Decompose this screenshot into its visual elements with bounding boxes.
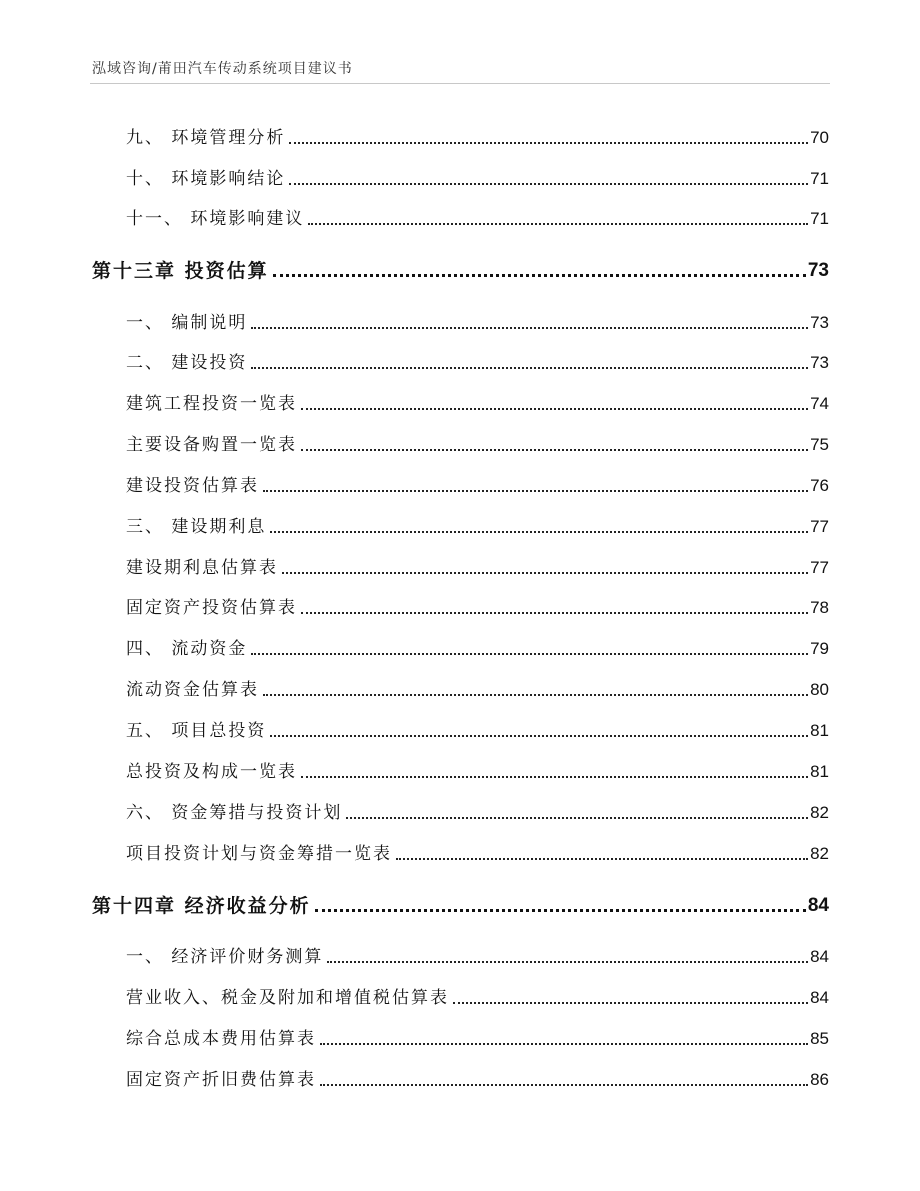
toc-page-number: 84 xyxy=(810,947,829,966)
toc-page-number: 75 xyxy=(810,435,829,454)
toc-entry-title: 三、 建设期利息 xyxy=(126,517,267,537)
toc-entry-title: 总投资及构成一览表 xyxy=(126,762,297,782)
toc-page-number: 78 xyxy=(810,598,829,617)
toc-page-number: 76 xyxy=(810,476,829,495)
toc-dot-leader xyxy=(263,490,808,492)
toc-page-number: 77 xyxy=(810,558,829,577)
toc-dot-leader xyxy=(320,1043,808,1045)
toc-page-number: 82 xyxy=(810,844,829,863)
toc-entry[interactable] xyxy=(126,634,829,660)
toc-entry-title: 一、 编制说明 xyxy=(126,313,248,333)
toc-entry[interactable] xyxy=(126,839,829,865)
toc-entry[interactable] xyxy=(126,348,829,374)
toc-page-number: 71 xyxy=(810,169,829,188)
toc-page-number: 70 xyxy=(810,128,829,147)
toc-entry[interactable] xyxy=(126,675,829,701)
toc-entry-title: 建设期利息估算表 xyxy=(126,558,278,578)
toc-page-number: 74 xyxy=(810,394,829,413)
toc-dot-leader xyxy=(251,653,808,655)
toc-entry-title: 综合总成本费用估算表 xyxy=(126,1029,316,1049)
toc-dot-leader xyxy=(346,817,808,819)
toc-entry-title: 六、 资金筹措与投资计划 xyxy=(126,803,343,823)
toc-page-number: 86 xyxy=(810,1070,829,1089)
toc-entry-title: 十一、 环境影响建议 xyxy=(126,209,305,229)
toc-entry[interactable] xyxy=(126,389,829,415)
toc-entry-title: 营业收入、税金及附加和增值税估算表 xyxy=(126,988,449,1008)
toc-dot-leader xyxy=(396,858,808,860)
toc-page-number: 79 xyxy=(810,639,829,658)
toc-entry-title: 固定资产投资估算表 xyxy=(126,598,297,618)
toc-dot-leader xyxy=(251,327,808,329)
toc-entry[interactable] xyxy=(126,1065,829,1091)
toc-dot-leader xyxy=(289,142,808,144)
toc-page-number: 85 xyxy=(810,1029,829,1048)
toc-dot-leader xyxy=(301,449,808,451)
toc-entry-title: 建筑工程投资一览表 xyxy=(126,394,297,414)
toc-dot-leader xyxy=(270,531,808,533)
toc-page-number: 71 xyxy=(810,209,829,228)
toc-entry[interactable] xyxy=(126,716,829,742)
toc-entry-title: 五、 项目总投资 xyxy=(126,721,267,741)
toc-dot-leader xyxy=(301,776,808,778)
toc-entry[interactable] xyxy=(126,123,829,149)
toc-dot-leader xyxy=(327,961,808,963)
toc-entry-title: 流动资金估算表 xyxy=(126,680,259,700)
toc-page-number: 80 xyxy=(810,680,829,699)
toc-page-number: 81 xyxy=(810,721,829,740)
toc-entry[interactable] xyxy=(126,798,829,824)
toc-entry[interactable] xyxy=(126,512,829,538)
toc-entry-title: 四、 流动资金 xyxy=(126,639,248,659)
toc-dot-leader xyxy=(251,367,808,369)
toc-dot-leader xyxy=(289,183,808,185)
page-header: 泓域咨询/莆田汽车传动系统项目建议书 xyxy=(92,61,353,77)
toc-dot-leader xyxy=(453,1002,808,1004)
toc-entry[interactable] xyxy=(126,308,829,334)
toc-dot-leader xyxy=(270,735,808,737)
toc-entry[interactable] xyxy=(126,553,829,579)
toc-dot-leader xyxy=(301,408,808,410)
toc-entry-title: 建设投资估算表 xyxy=(126,476,259,496)
toc-entry-title: 第十三章 投资估算 xyxy=(92,260,269,282)
toc-page-number: 73 xyxy=(810,313,829,332)
toc-entry[interactable] xyxy=(126,983,829,1009)
toc-chapter-entry[interactable] xyxy=(92,891,829,917)
toc-page-number: 84 xyxy=(807,895,829,916)
toc-entry[interactable] xyxy=(126,430,829,456)
toc-dot-leader xyxy=(301,612,808,614)
toc-entry[interactable] xyxy=(126,471,829,497)
toc-dot-leader xyxy=(263,694,808,696)
toc-dot-leader xyxy=(315,909,806,912)
toc-page-number: 73 xyxy=(807,260,829,281)
toc-dot-leader xyxy=(308,223,808,225)
toc-entry[interactable] xyxy=(126,1024,829,1050)
toc-chapter-entry[interactable] xyxy=(92,256,829,282)
toc-entry-title: 十、 环境影响结论 xyxy=(126,169,286,189)
toc-entry-title: 固定资产折旧费估算表 xyxy=(126,1070,316,1090)
toc-page-number: 82 xyxy=(810,803,829,822)
toc-entry-title: 九、 环境管理分析 xyxy=(126,128,286,148)
toc-entry[interactable] xyxy=(126,942,829,968)
toc-dot-leader xyxy=(320,1084,808,1086)
toc-entry-title: 第十四章 经济收益分析 xyxy=(92,895,311,917)
toc-entry-title: 项目投资计划与资金筹措一览表 xyxy=(126,844,392,864)
toc-entry[interactable] xyxy=(126,757,829,783)
toc-page-number: 84 xyxy=(810,988,829,1007)
toc-entry[interactable] xyxy=(126,593,829,619)
toc-page-number: 73 xyxy=(810,353,829,372)
toc-page-number: 77 xyxy=(810,517,829,536)
toc-page-number: 81 xyxy=(810,762,829,781)
toc-entry[interactable] xyxy=(126,164,829,190)
toc-entry-title: 一、 经济评价财务测算 xyxy=(126,947,324,967)
toc-dot-leader xyxy=(273,274,806,277)
toc-entry-title: 二、 建设投资 xyxy=(126,353,248,373)
toc-entry-title: 主要设备购置一览表 xyxy=(126,435,297,455)
toc-dot-leader xyxy=(282,572,808,574)
toc-entry[interactable] xyxy=(126,204,829,230)
